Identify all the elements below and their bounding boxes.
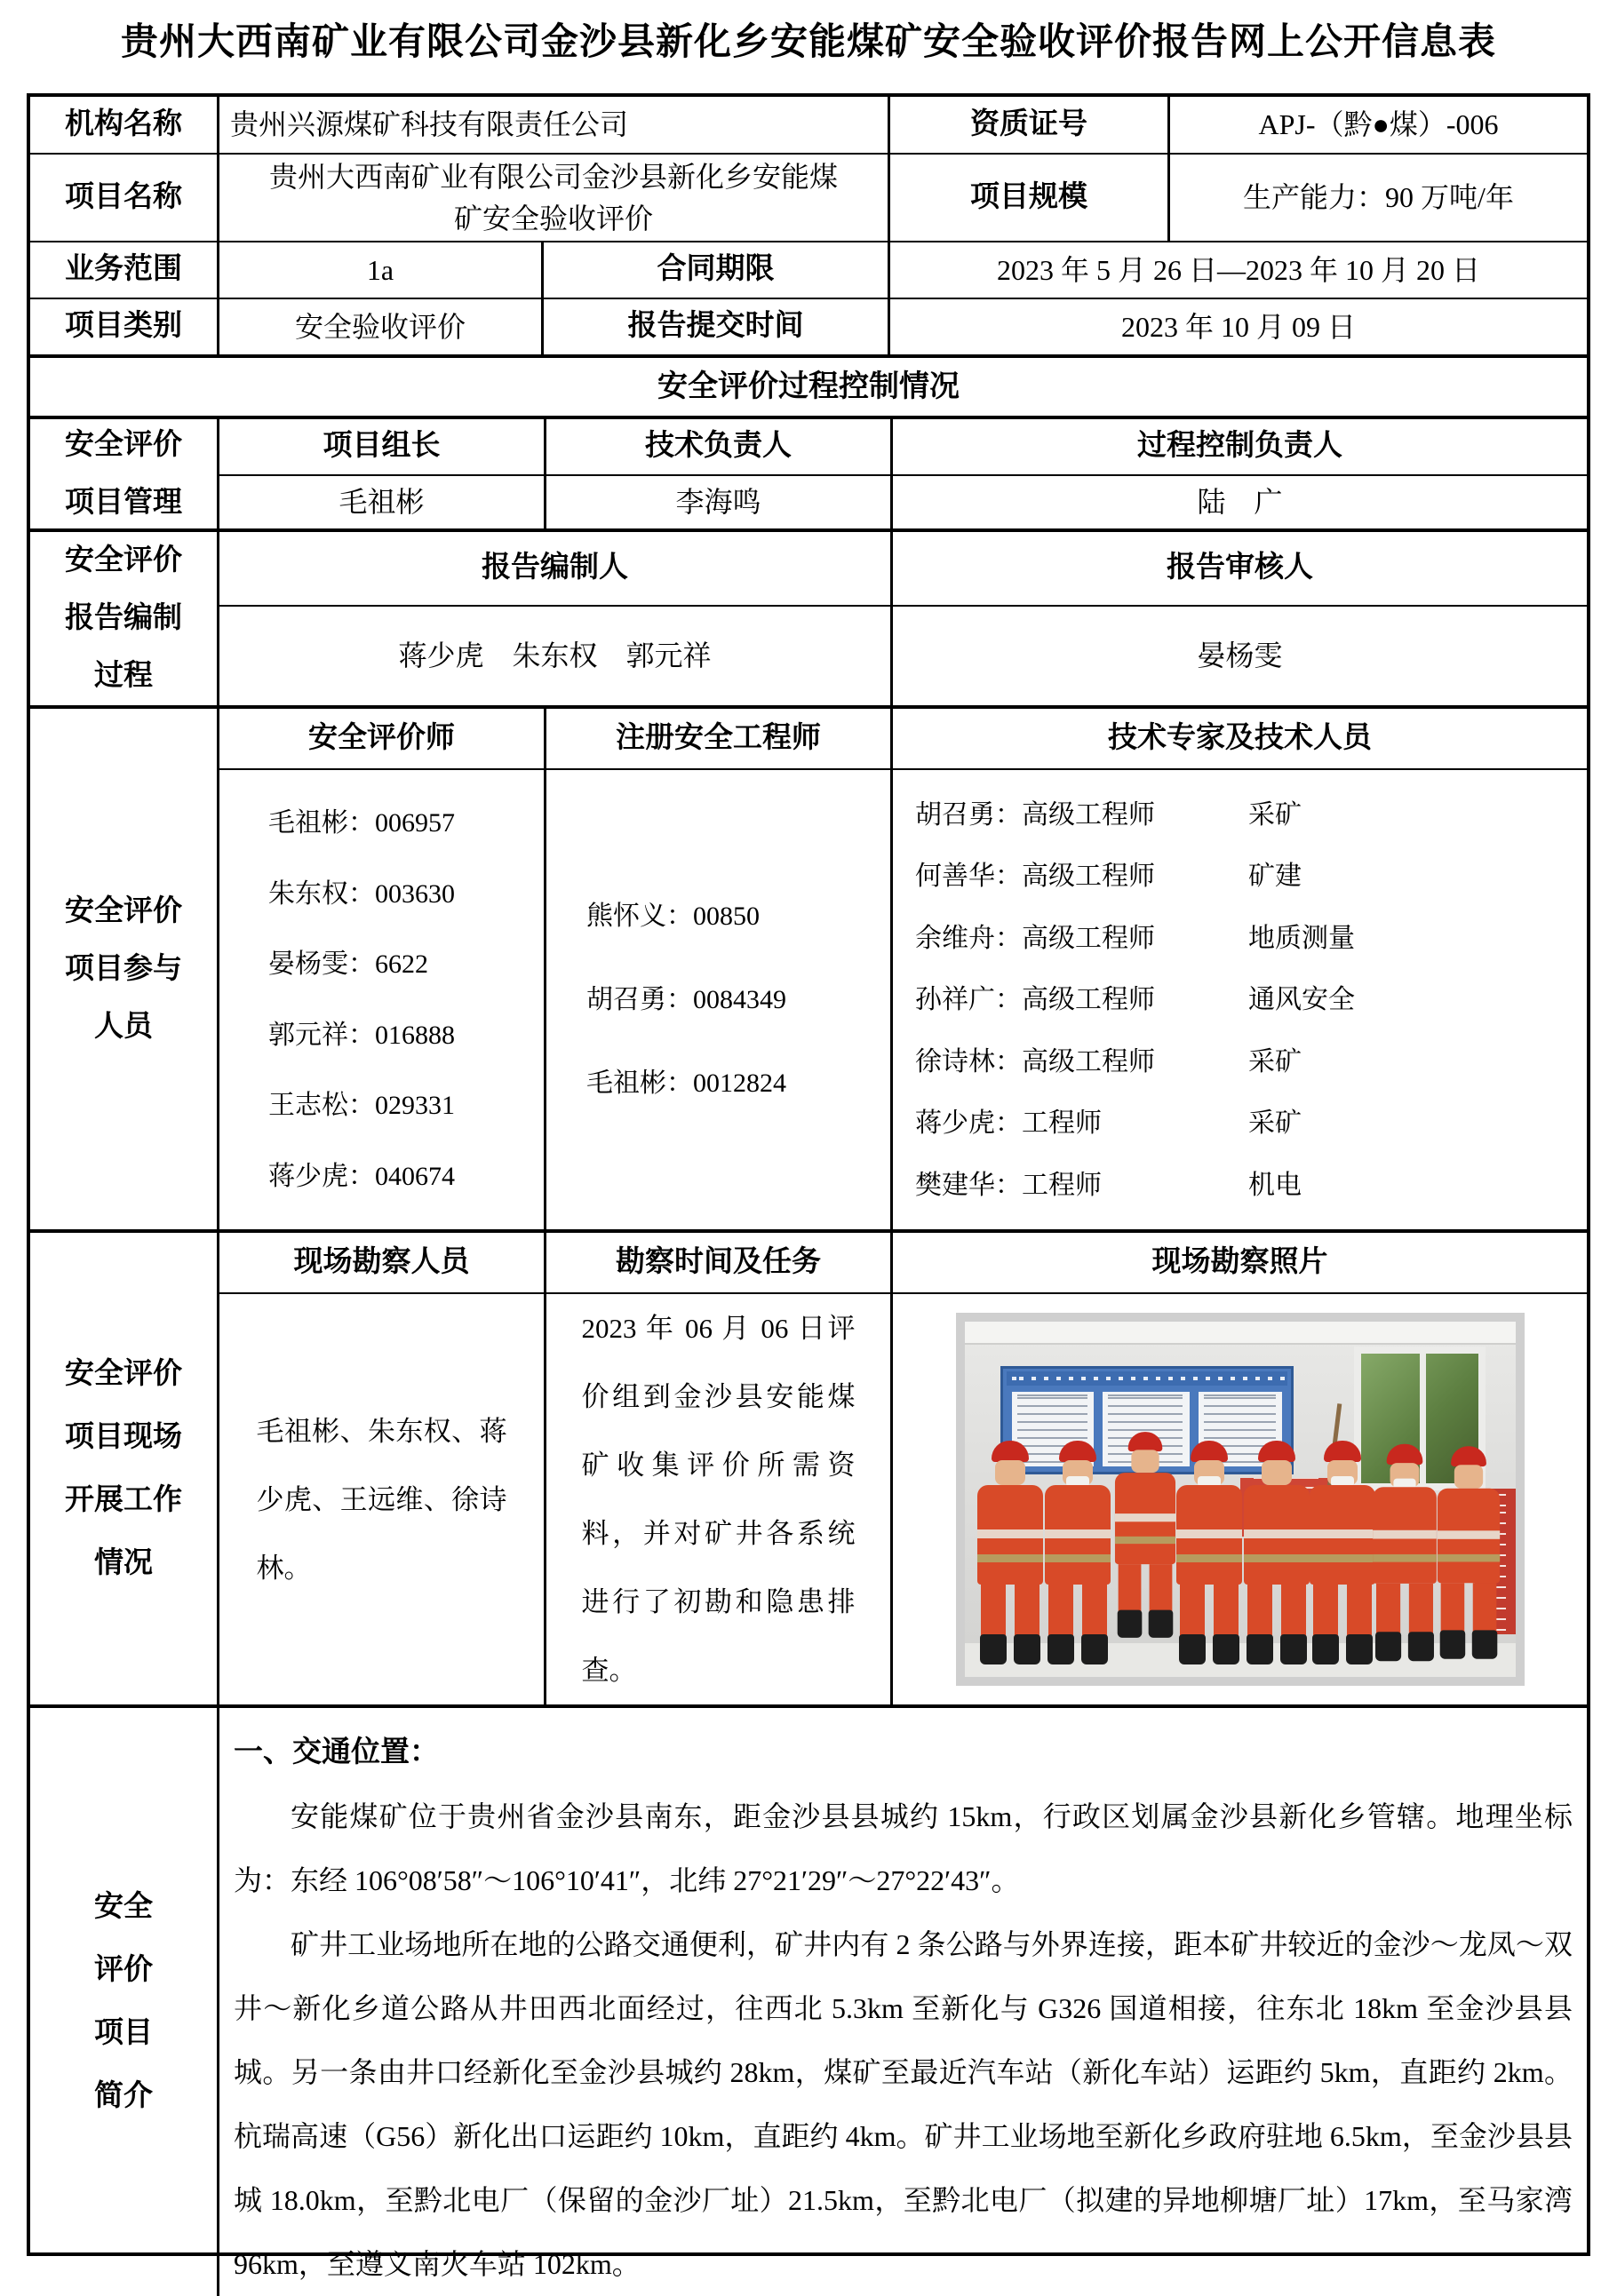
survey-personnel-header: 现场勘察人员 xyxy=(293,1245,470,1278)
side-label-line: 开展工作 xyxy=(65,1483,182,1516)
expert-field: 通风安全 xyxy=(1248,985,1355,1014)
miner-boot xyxy=(1312,1634,1339,1664)
side-label-line: 项目管理 xyxy=(65,486,182,519)
intro-side-label xyxy=(30,1708,217,2296)
expert-field: 机电 xyxy=(1248,1170,1302,1200)
site-work-side-label xyxy=(30,1233,217,1704)
row-compilation xyxy=(30,528,1587,705)
helmet-icon xyxy=(1451,1446,1486,1466)
compilation-header-row xyxy=(219,532,1587,607)
miner-belt xyxy=(1045,1554,1111,1562)
registered-engineer-list xyxy=(544,770,890,1229)
site-survey-photo xyxy=(956,1313,1525,1686)
helmet-icon xyxy=(1059,1441,1096,1462)
miner-leg xyxy=(1118,1564,1141,1611)
assessor-item: 朱东权：003630 xyxy=(268,878,455,909)
reflective-stripe xyxy=(1176,1529,1242,1538)
registered-engineer-header: 注册安全工程师 xyxy=(544,709,890,768)
row-project xyxy=(30,153,1587,241)
compilation-grid xyxy=(217,532,1587,705)
reflective-stripe xyxy=(1244,1529,1310,1538)
row-scope xyxy=(30,241,1587,298)
miner-leg xyxy=(1472,1583,1496,1632)
project-name-value: 贵州大西南矿业有限公司金沙县新化乡安能煤矿安全验收评价 xyxy=(217,155,888,241)
management-side-label xyxy=(30,419,217,528)
helmet-icon xyxy=(1324,1441,1361,1462)
miner-face xyxy=(1454,1465,1482,1489)
reflective-stripe xyxy=(977,1529,1043,1538)
miner-boot xyxy=(1117,1610,1142,1638)
row-intro xyxy=(30,1704,1587,2296)
side-label-line: 安全评价 xyxy=(65,428,182,461)
site-work-header-row xyxy=(219,1233,1587,1294)
miner-belt xyxy=(1310,1554,1375,1562)
side-label-line: 安全评价 xyxy=(65,544,182,576)
miner-leg xyxy=(1408,1584,1432,1633)
miner-boot xyxy=(1439,1630,1465,1658)
reflective-stripe xyxy=(1310,1529,1375,1538)
tech-expert-list xyxy=(890,770,1587,1229)
miner-boot xyxy=(1213,1634,1239,1664)
miner-boot xyxy=(1375,1632,1401,1661)
process-lead-value: 陆 广 xyxy=(890,476,1587,528)
miner-belt xyxy=(1244,1554,1310,1562)
team-leader-value: 毛祖彬 xyxy=(339,486,425,519)
report-writer-value: 蒋少虎 朱东权 郭元祥 xyxy=(398,640,712,672)
survey-personnel-value: 毛祖彬、朱东权、蒋少虎、王远维、徐诗林。 xyxy=(256,1415,507,1584)
photo-ceiling-beam xyxy=(965,1322,1516,1345)
miner-leg xyxy=(1313,1585,1338,1636)
expert-field: 采矿 xyxy=(1248,1108,1302,1138)
row-org xyxy=(30,97,1587,153)
report-writer-label: 报告编制人 xyxy=(482,552,628,584)
team-leader-label: 项目组长 xyxy=(323,430,441,463)
miner-leg xyxy=(1048,1585,1073,1636)
miner-boot xyxy=(1471,1630,1497,1658)
expert-field: 地质测量 xyxy=(1248,923,1355,953)
miner-leg xyxy=(1149,1564,1172,1611)
org-name-value: 贵州兴源煤矿科技有限责任公司 xyxy=(217,97,888,153)
miner-leg xyxy=(1375,1584,1399,1633)
miner-belt xyxy=(1176,1554,1242,1562)
expert-name-title: 胡召勇：高级工程师 xyxy=(915,799,1155,830)
expert-item xyxy=(915,982,1580,1017)
tech-lead-label: 技术负责人 xyxy=(544,419,890,474)
submit-time-value: 2023 年 10 月 09 日 xyxy=(888,299,1587,354)
side-label-line: 报告编制 xyxy=(65,602,182,634)
process-lead-label: 过程控制负责人 xyxy=(890,419,1587,474)
miner-figure xyxy=(1110,1432,1180,1638)
survey-schedule-value: 2023 年 06 月 06 日评价组到金沙县安能煤矿收集评价所需资料，并对矿井各系统进行了初勘和隐患排查。 xyxy=(544,1294,890,1704)
miner-belt xyxy=(977,1554,1043,1562)
participants-header-row xyxy=(219,709,1587,770)
miner-boot xyxy=(1047,1634,1074,1664)
miner-figure xyxy=(1367,1444,1441,1661)
miner-face xyxy=(1262,1460,1292,1485)
site-work-grid xyxy=(217,1233,1587,1704)
miner-leg xyxy=(1180,1585,1205,1636)
side-label-line: 过程 xyxy=(94,660,153,692)
helmet-icon xyxy=(1386,1444,1422,1465)
side-label-line: 项目参与 xyxy=(65,952,182,985)
participants-side-label xyxy=(30,709,217,1229)
side-label-line: 安全评价 xyxy=(65,1357,182,1390)
side-label-line: 项目 xyxy=(94,2017,153,2049)
report-reviewer-label: 报告审核人 xyxy=(890,532,1587,605)
side-label-line: 简介 xyxy=(94,2080,153,2112)
miner-belt xyxy=(1373,1554,1437,1562)
tech-expert-header: 技术专家及技术人员 xyxy=(890,709,1587,768)
assessor-item: 蒋少虎：040674 xyxy=(268,1161,455,1191)
expert-item xyxy=(915,1045,1580,1079)
project-name-label: 项目名称 xyxy=(65,180,182,213)
business-scope-value: 1a xyxy=(217,242,541,298)
participants-grid xyxy=(217,709,1587,1229)
process-control-header: 安全评价过程控制情况 xyxy=(657,369,960,403)
expert-field: 矿建 xyxy=(1248,862,1302,891)
expert-item xyxy=(915,921,1580,956)
expert-item xyxy=(915,859,1580,894)
row-management xyxy=(30,416,1587,528)
expert-name-title: 徐诗林：高级工程师 xyxy=(915,1046,1155,1076)
site-work-content-row xyxy=(219,1294,1587,1704)
intro-paragraph-2: 矿井工业场地所在地的公路交通便利，矿井内有 2 条公路与外界连接，距本矿井较近的金沙～龙凤～双井～新化乡道公路从井田西北面经过，往西北 5.3km 至新化与 G326 国道相接，往东北 18km 至金沙县县城。另一条由井口经新化至金沙县城约 28km，煤矿至最近汽车站（新化车站）运距约 5km，直距约 2km。杭瑞高速（G56）新化出口运距约 10km，直距约 4km。矿井工业场地至新化乡政府驻地 6.5km，至金沙县县城 18.0km，至黔北电厂（保留的金沙厂址）21.5km，至黔北电厂（拟建的异地柳塘厂址）17km，至马家湾 96km，至遵义南火车站 102km。 xyxy=(234,1928,1573,2280)
expert-name-title: 余维舟：高级工程师 xyxy=(915,923,1155,953)
miner-belt xyxy=(1437,1554,1499,1562)
assessor-item: 郭元祥：016888 xyxy=(268,1020,455,1050)
row-process-header xyxy=(30,354,1587,416)
miner-boot xyxy=(1247,1634,1273,1664)
helmet-icon xyxy=(1127,1432,1162,1451)
row-participants xyxy=(30,705,1587,1229)
miner-boot xyxy=(1014,1634,1040,1664)
intro-content xyxy=(217,1708,1587,2296)
project-scale-label: 项目规模 xyxy=(888,155,1167,241)
survey-photo-cell xyxy=(890,1294,1587,1704)
helmet-icon xyxy=(1258,1441,1295,1462)
management-value-row xyxy=(219,476,1587,528)
miner-boot xyxy=(1148,1610,1173,1638)
assessor-list xyxy=(219,770,544,1229)
expert-field: 采矿 xyxy=(1248,1046,1302,1076)
miner-boot xyxy=(1407,1632,1433,1661)
helmet-icon xyxy=(992,1441,1029,1462)
compilation-value-row xyxy=(219,607,1587,705)
cert-no-value: APJ-（黔●煤）-006 xyxy=(1167,97,1587,153)
expert-name-title: 樊建华：工程师 xyxy=(915,1170,1102,1200)
expert-item xyxy=(915,798,1580,832)
expert-name-title: 何善华：高级工程师 xyxy=(915,862,1155,891)
assessor-item: 毛祖彬：006957 xyxy=(268,808,455,838)
participants-content-row xyxy=(219,770,1587,1229)
contract-period-label: 合同期限 xyxy=(541,242,888,298)
reflective-stripe xyxy=(1437,1530,1499,1539)
helmet-icon xyxy=(1191,1441,1228,1462)
assessor-item: 王志松：029331 xyxy=(268,1091,455,1121)
side-label-line: 项目现场 xyxy=(65,1420,182,1453)
compilation-side-label xyxy=(30,532,217,705)
intro-paragraph-1: 安能煤矿位于贵州省金沙县南东，距金沙县县城约 15km，行政区划属金沙县新化乡管辖。地理坐标为：东经 106°08′58″～106°10′41″，北纬 27°21′29″～27°22′43″。 xyxy=(234,1800,1573,1896)
management-header-row xyxy=(219,419,1587,476)
row-site-work xyxy=(30,1229,1587,1704)
engineer-item: 熊怀义：00850 xyxy=(586,902,760,931)
miner-figure xyxy=(1432,1446,1505,1658)
reflective-stripe xyxy=(1045,1529,1111,1538)
survey-schedule-header: 勘察时间及任务 xyxy=(544,1233,890,1292)
expert-field: 采矿 xyxy=(1248,799,1302,830)
side-label-line: 安全评价 xyxy=(65,894,182,927)
miner-face xyxy=(1131,1450,1159,1473)
project-category-label: 项目类别 xyxy=(65,310,182,343)
miner-face xyxy=(995,1460,1025,1485)
expert-name-title: 孙祥广：高级工程师 xyxy=(915,985,1155,1014)
miner-leg xyxy=(1082,1585,1107,1636)
assessor-header: 安全评价师 xyxy=(308,721,455,754)
photo-board-header xyxy=(1007,1371,1287,1386)
side-label-line: 安全 xyxy=(94,1891,153,1923)
submit-time-label: 报告提交时间 xyxy=(541,299,888,354)
miner-figure xyxy=(972,1441,1048,1664)
miner-figure xyxy=(1171,1441,1247,1664)
reflective-stripe xyxy=(1114,1513,1175,1521)
miner-figure xyxy=(1040,1441,1116,1664)
miner-leg xyxy=(981,1585,1006,1636)
report-reviewer-value: 晏杨雯 xyxy=(890,607,1587,705)
expert-item xyxy=(915,1168,1580,1203)
miner-belt xyxy=(1114,1537,1175,1544)
side-label-line: 评价 xyxy=(94,1954,153,1986)
org-name-label: 机构名称 xyxy=(65,107,182,140)
page-title: 贵州大西南矿业有限公司金沙县新化乡安能煤矿安全验收评价报告网上公开信息表 xyxy=(120,22,1496,63)
assessor-item: 晏杨雯：6622 xyxy=(268,949,428,980)
miner-leg xyxy=(1214,1585,1239,1636)
traffic-location-heading: 一、交通位置： xyxy=(234,1736,439,1768)
miner-boot xyxy=(1179,1634,1206,1664)
miner-leg xyxy=(1440,1583,1464,1632)
miner-boot xyxy=(1280,1634,1307,1664)
engineer-item: 胡召勇：0084349 xyxy=(586,985,786,1014)
project-scale-value: 生产能力：90 万吨/年 xyxy=(1167,155,1587,241)
miner-leg xyxy=(1015,1585,1040,1636)
expert-item xyxy=(915,1106,1580,1140)
management-grid xyxy=(217,419,1587,528)
expert-name-title: 蒋少虎：工程师 xyxy=(915,1108,1102,1138)
engineer-item: 毛祖彬：0012824 xyxy=(586,1069,786,1098)
row-category xyxy=(30,298,1587,354)
miner-leg xyxy=(1247,1585,1272,1636)
miner-boot xyxy=(980,1634,1007,1664)
reflective-stripe xyxy=(1373,1530,1437,1539)
cert-no-label: 资质证号 xyxy=(888,97,1167,153)
info-table xyxy=(27,93,1590,2280)
project-category-value: 安全验收评价 xyxy=(217,299,541,354)
tech-lead-value: 李海鸣 xyxy=(544,476,890,528)
business-scope-label: 业务范围 xyxy=(65,253,182,286)
survey-photo-header: 现场勘察照片 xyxy=(890,1233,1587,1292)
side-label-line: 人员 xyxy=(94,1010,153,1043)
miner-leg xyxy=(1281,1585,1306,1636)
miner-boot xyxy=(1081,1634,1108,1664)
side-label-line: 情况 xyxy=(94,1546,153,1579)
contract-period-value: 2023 年 5 月 26 日—2023 年 10 月 20 日 xyxy=(888,242,1587,298)
